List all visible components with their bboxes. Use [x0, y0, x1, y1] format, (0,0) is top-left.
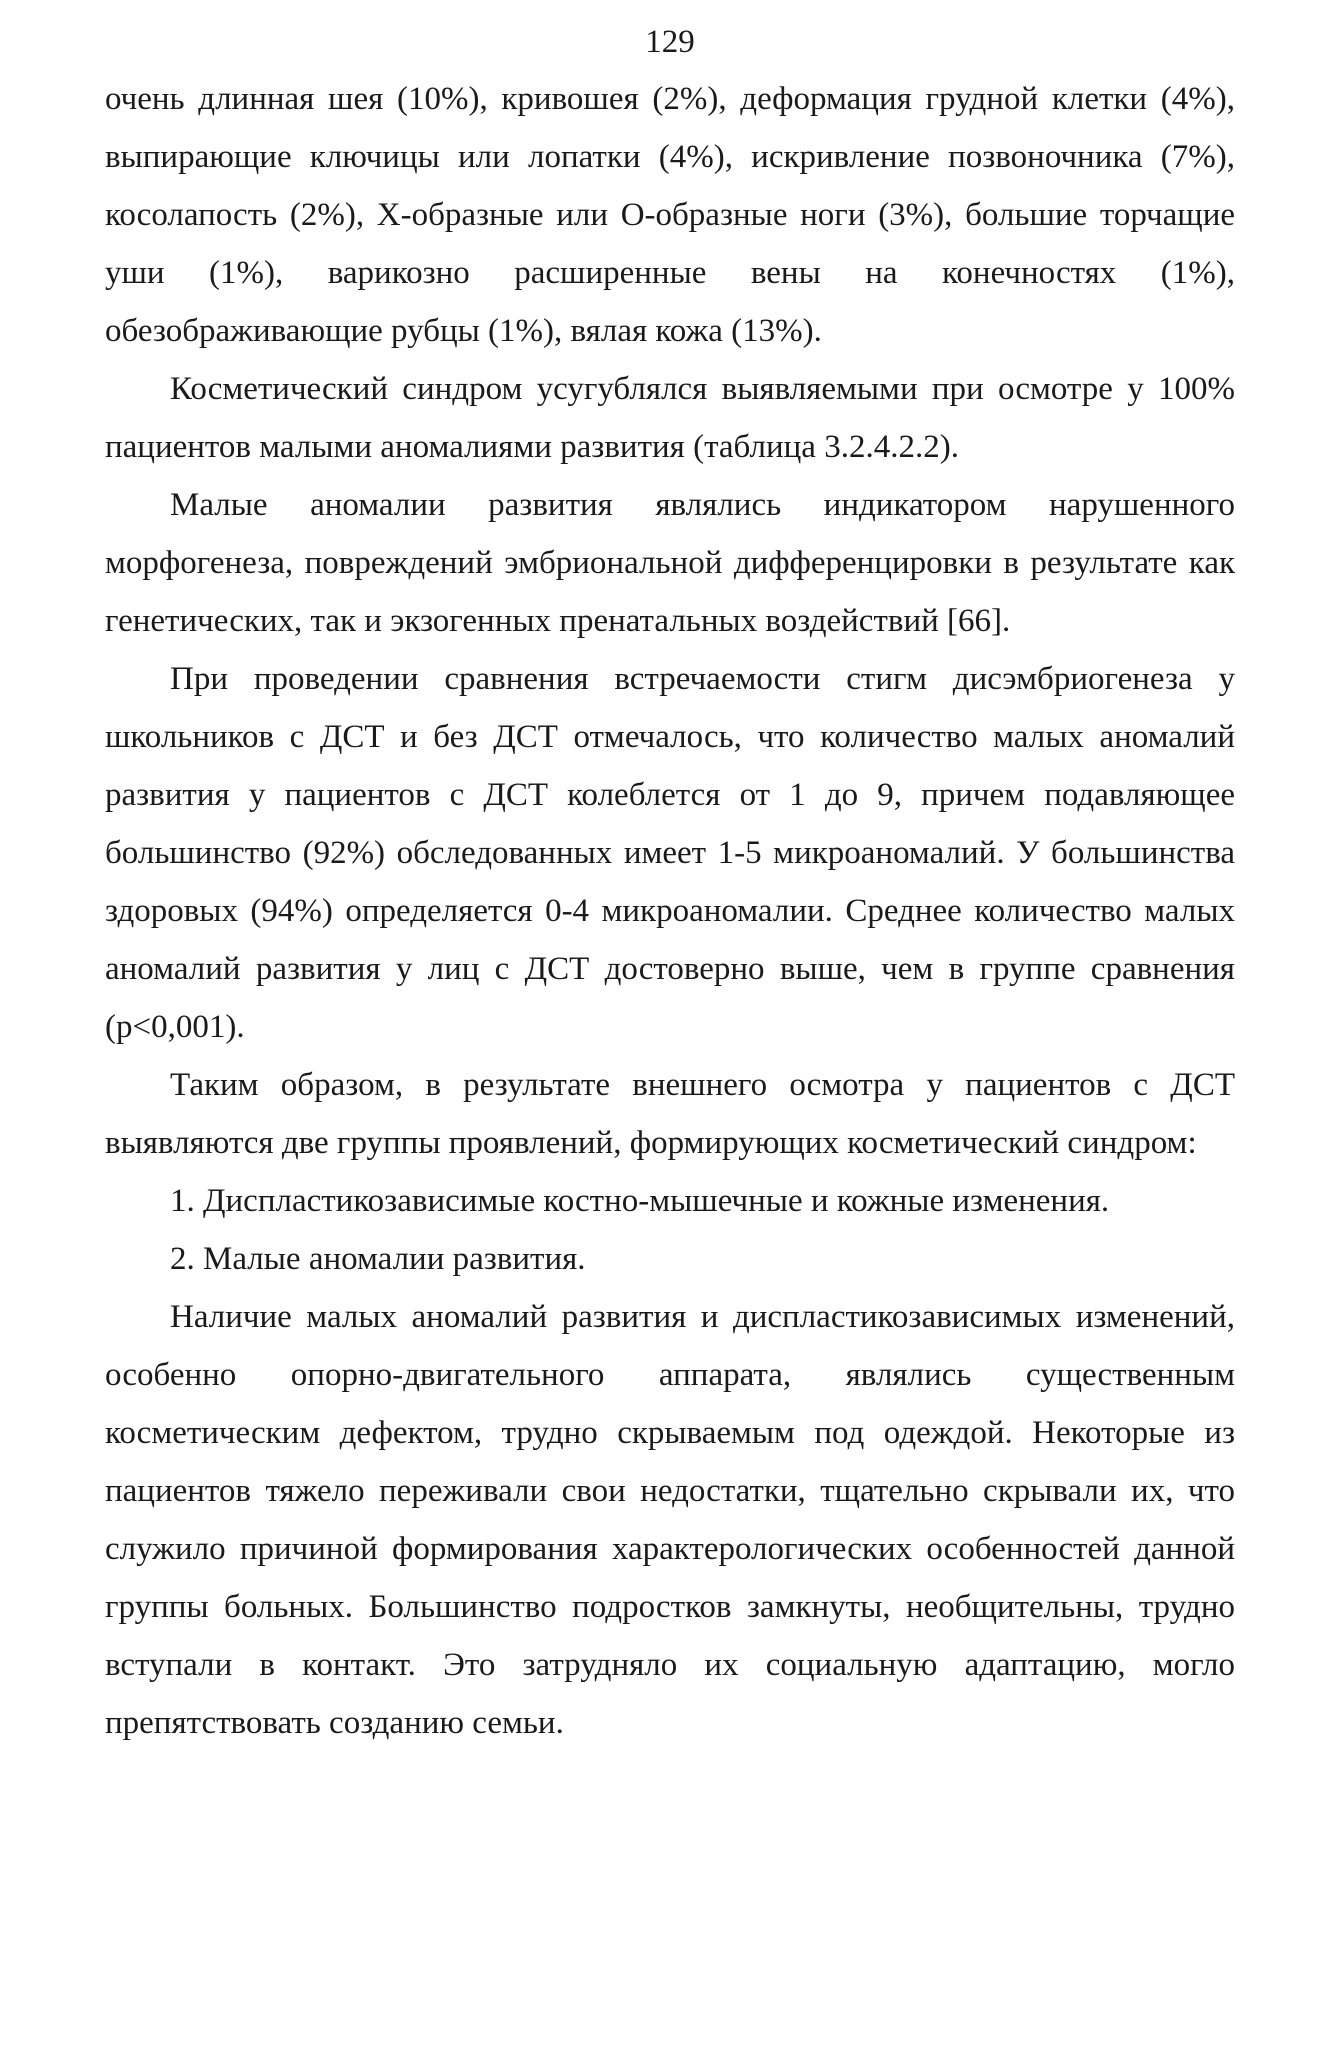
paragraph-comparison: При проведении сравнения встречаемости стигм дисэмбриогенеза у школьников с ДСТ и без ДСТ отмечалось, что количество малых аномалий развития у пациентов с ДСТ колеблется от 1 до 9, причем подавляющее большинство (92%) обследованных имеет 1-5 микроаномалий. У большинства здоровых (94%) определяется 0-4 микроаномалии. Среднее количество малых аномалий развития у лиц с ДСТ достоверно выше, чем в группе сравнения (p<0,001).: [105, 661, 1235, 1045]
paragraph-anomalies-list: очень длинная шея (10%), кривошея (2%), деформация грудной клетки (4%), выпирающие ключицы или лопатки (4%), искривление позвоночника (7%), косолапость (2%), Х-образные или О-образные ноги (3%), большие торчащие уши (1%), варикозно расширенные вены на конечностях (1%), обезображивающие рубцы (1%), вялая кожа (13%).: [105, 81, 1235, 349]
body-text: [105, 70, 1235, 1752]
list-item-2: 2. Малые аномалии развития.: [170, 1241, 586, 1277]
paragraph-cosmetic-syndrome: Косметический синдром усугублялся выявляемыми при осмотре у 100% пациентов малыми аномалиями развития (таблица 3.2.4.2.2).: [105, 371, 1235, 465]
list-item-1: 1. Диспластикозависимые костно-мышечные и кожные изменения.: [170, 1183, 1110, 1219]
paragraph-conclusion: Таким образом, в результате внешнего осмотра у пациентов с ДСТ выявляются две группы проявлений, формирующих косметический синдром:: [105, 1067, 1235, 1161]
page-number: 129: [645, 24, 695, 60]
paragraph-cosmetic-defect: Наличие малых аномалий развития и диспластикозависимых изменений, особенно опорно-двигательного аппарата, являлись существенным косметическим дефектом, трудно скрываемым под одеждой. Некоторые из пациентов тяжело переживали свои недостатки, тщательно скрывали их, что служило причиной формирования характерологических особенностей данной группы больных. Большинство подростков замкнуты, необщительны, трудно вступали в контакт. Это затрудняло их социальную адаптацию, могло препятствовать созданию семьи.: [105, 1299, 1235, 1741]
paragraph-minor-anomalies: Малые аномалии развития являлись индикатором нарушенного морфогенеза, повреждений эмбриональной дифференцировки в результате как генетических, так и экзогенных пренатальных воздействий [66].: [105, 487, 1235, 639]
